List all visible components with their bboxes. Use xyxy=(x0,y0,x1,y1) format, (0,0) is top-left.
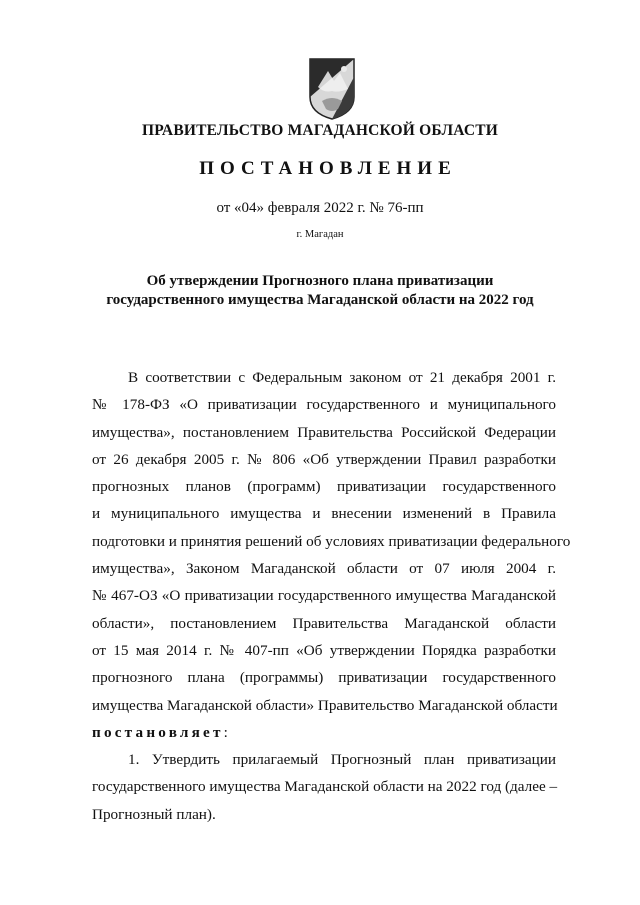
text-line: и муниципального имущества и внесении изменений в Правила xyxy=(92,505,556,523)
text-line: имущества», Законом Магаданской области от 07 июля 2004 г. xyxy=(92,560,556,578)
document-date-number: от «04» февраля 2022 г. № 76-пп xyxy=(216,200,424,216)
text-line: от 26 декабря 2005 г. № 806 «Об утверждении Правил разработки xyxy=(92,450,556,468)
resolve-line xyxy=(92,719,556,746)
text-line: 1. Утвердить прилагаемый Прогнозный план приватизации xyxy=(128,751,556,769)
document-type: ПОСТАНОВЛЕНИЕ xyxy=(199,158,457,179)
resolve-colon: : xyxy=(223,723,228,741)
document-subject xyxy=(0,272,640,310)
government-title: ПРАВИТЕЛЬСТВО МАГАДАНСКОЙ ОБЛАСТИ xyxy=(141,122,499,139)
text-line: Прогнозный план). xyxy=(92,805,216,823)
document-city: г. Магадан xyxy=(296,229,344,240)
text-line: имущества», постановлением Правительства Российской Федерации xyxy=(92,423,556,441)
text-line: № 467-ОЗ «О приватизации государственного имущества Магаданской xyxy=(92,587,556,605)
text-line: прогнозного плана (программы) приватизации государственного xyxy=(92,669,556,687)
text-line: подготовки и принятия решений об условиях приватизации федерального xyxy=(92,532,571,550)
text-line: области», постановлением Правительства Магаданской области xyxy=(92,614,556,632)
paragraph-item-1 xyxy=(92,746,556,828)
document-body xyxy=(92,364,571,828)
resolve-word: постановляет xyxy=(92,723,224,741)
text-line: прогнозных планов (программ) приватизации государственного xyxy=(92,478,556,496)
text-line: В соответствии с Федеральным законом от 21 декабря 2001 г. xyxy=(128,369,556,386)
text-line: государственного имущества Магаданской области на 2022 год (далее – xyxy=(92,778,558,796)
text-line: № 178-ФЗ «О приватизации государственного и муниципального xyxy=(92,396,556,414)
subject-line: Об утверждении Прогнозного плана приватизации xyxy=(146,273,494,289)
text-line: от 15 мая 2014 г. № 407-пп «Об утверждении Порядка разработки xyxy=(92,641,556,659)
text-line: имущества Магаданской области» Правительство Магаданской области xyxy=(92,696,558,714)
subject-line: государственного имущества Магаданской области на 2022 год xyxy=(106,292,534,308)
paragraph-preamble xyxy=(92,364,571,746)
coat-of-arms-icon xyxy=(308,57,356,121)
